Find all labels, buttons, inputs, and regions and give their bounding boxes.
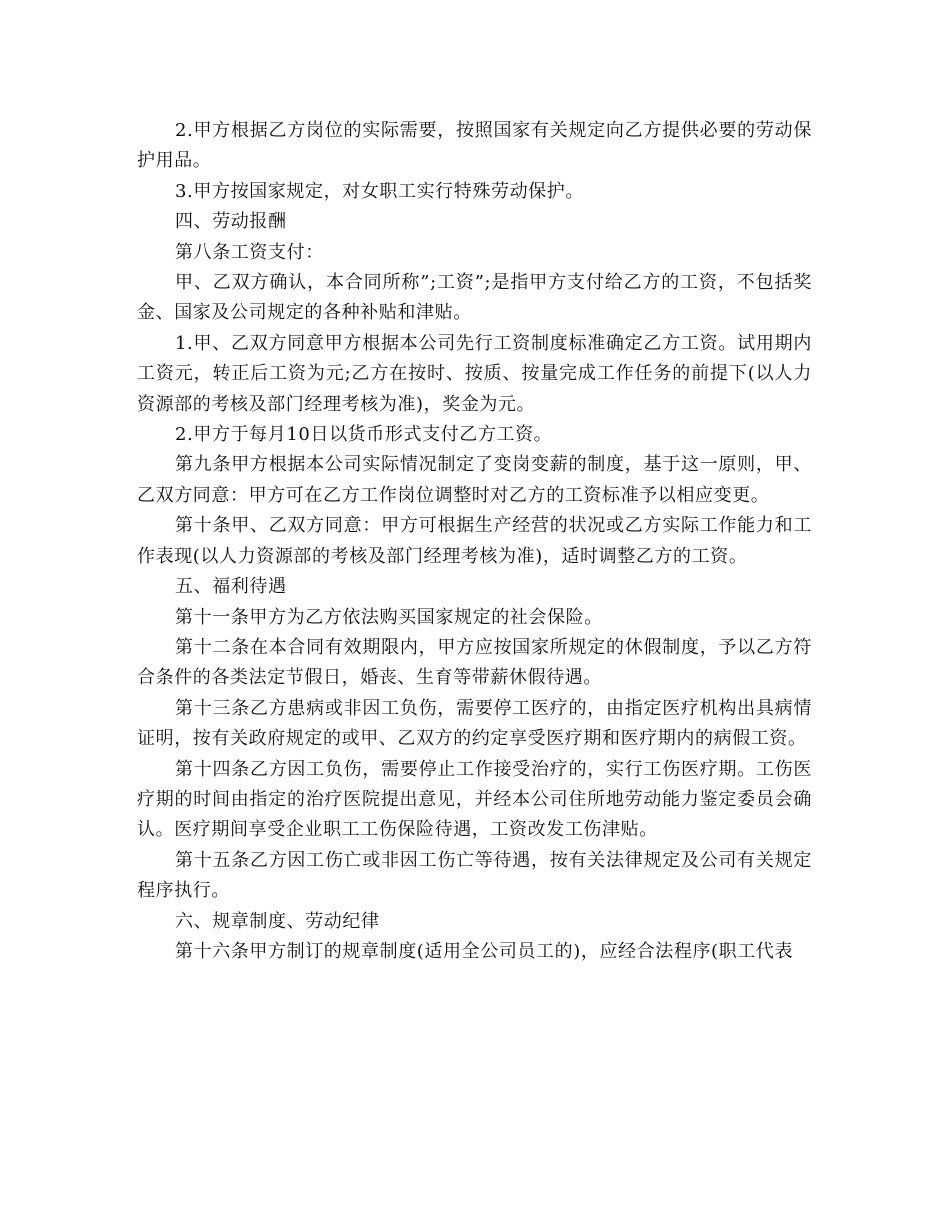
- document-body: [137, 116, 812, 967]
- paragraph-wage-standard: 1.甲、乙双方同意甲方根据本公司先行工资制度标准确定乙方工资。试用期内工资元，转正后工资为元;乙方在按时、按质、按量完成工作任务的前提下(以人力资源部的考核及部门经理考核为准)，奖金为元。: [137, 332, 812, 415]
- paragraph-female-protection: 3.甲方按国家规定，对女职工实行特殊劳动保护。: [175, 180, 584, 202]
- article-11: 第十一条甲方为乙方依法购买国家规定的社会保险。: [175, 606, 603, 628]
- section-heading-remuneration: 四、劳动报酬: [175, 211, 287, 233]
- article-13: 第十三条乙方患病或非因工负伤，需要停工医疗的，由指定医疗机构出具病情证明，按有关政府规定的或甲、乙双方的约定享受医疗期和医疗期内的病假工资。: [137, 697, 812, 750]
- article-14: 第十四条乙方因工负伤，需要停止工作接受治疗的，实行工伤医疗期。工伤医疗期的时间由指定的治疗医院提出意见，并经本公司住所地劳动能力鉴定委员会确认。医疗期间享受企业职工工伤保险待遇，工资改发工伤津贴。: [137, 758, 812, 841]
- paragraph-protective-equipment: 2.甲方根据乙方岗位的实际需要，按照国家有关规定向乙方提供必要的劳动保护用品。: [137, 120, 812, 172]
- section-heading-rules: 六、规章制度、劳动纪律: [175, 910, 380, 932]
- article-10: 第十条甲、乙双方同意：甲方可根据生产经营的状况或乙方实际工作能力和工作表现(以人力资源部的考核及部门经理考核为准)，适时调整乙方的工资。: [137, 515, 812, 567]
- paragraph-wage-definition: 甲、乙双方确认，本合同所称”;工资”;是指甲方支付给乙方的工资，不包括奖金、国家及公司规定的各种补贴和津贴。: [137, 272, 812, 324]
- article-12: 第十二条在本合同有效期限内，甲方应按国家所规定的休假制度，予以乙方符合条件的各类法定节假日，婚丧、生育等带薪休假待遇。: [137, 636, 812, 689]
- article-9: 第九条甲方根据本公司实际情况制定了变岗变薪的制度，基于这一原则，甲、乙双方同意：甲方可在乙方工作岗位调整时对乙方的工资标准予以相应变更。: [137, 454, 812, 506]
- article-15: 第十五条乙方因工伤亡或非因工伤亡等待遇，按有关法律规定及公司有关规定程序执行。: [137, 849, 812, 902]
- paragraph-payment-date: 2.甲方于每月10日以货币形式支付乙方工资。: [175, 424, 553, 446]
- section-heading-welfare: 五、福利待遇: [175, 576, 287, 598]
- article-16: 第十六条甲方制订的规章制度(适用全公司员工的)，应经合法程序(职工代表: [175, 940, 794, 962]
- article-8-heading: 第八条工资支付：: [175, 241, 324, 263]
